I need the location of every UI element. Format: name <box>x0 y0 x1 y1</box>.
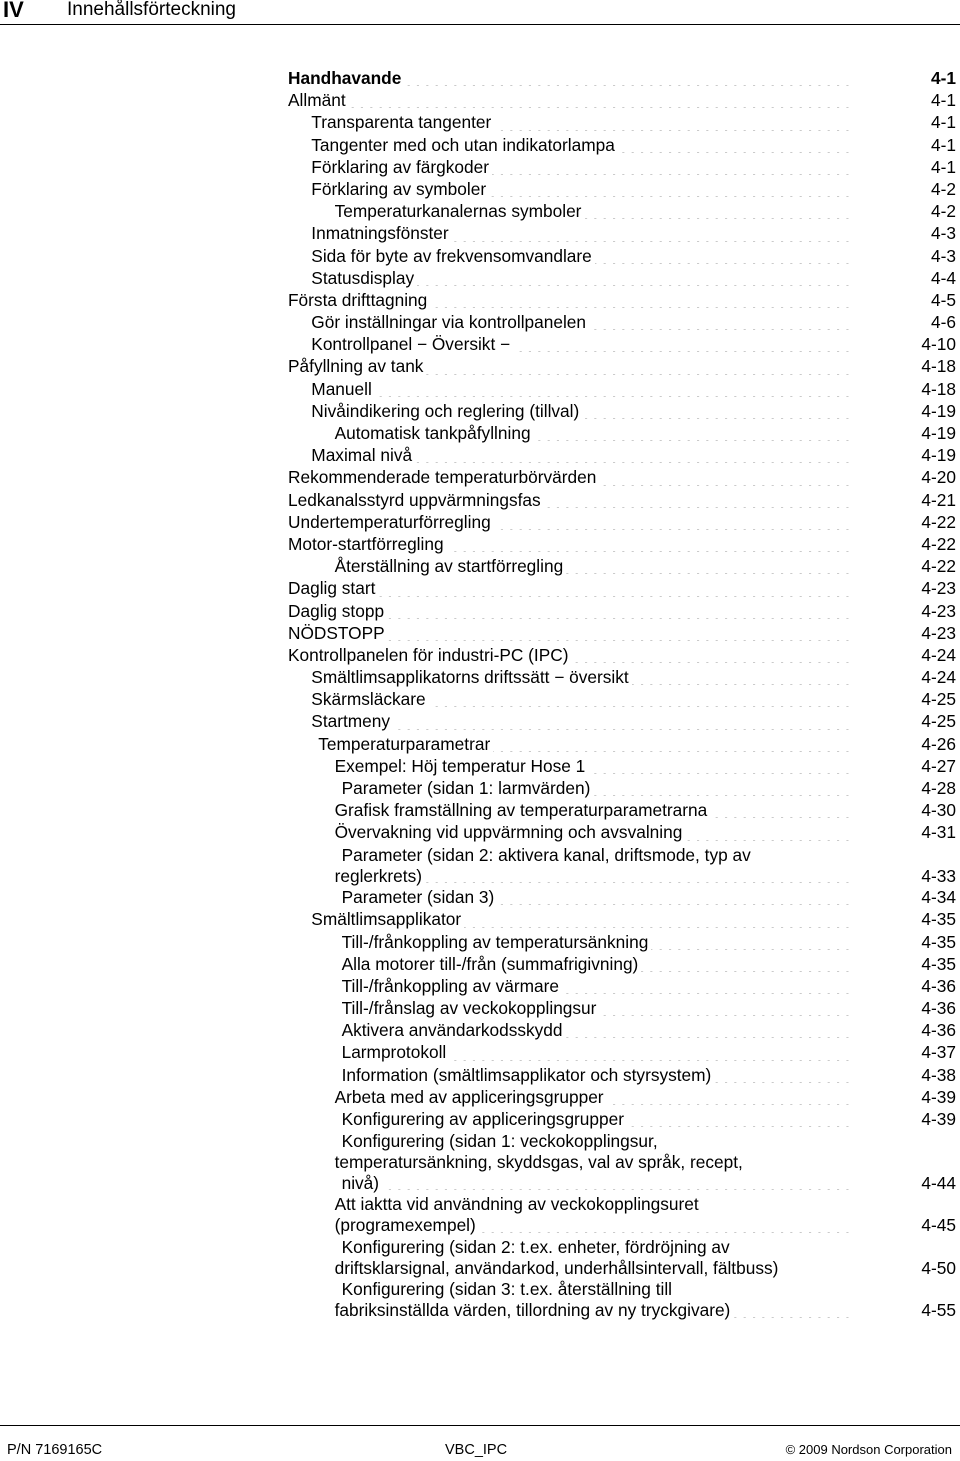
toc-entry-title: Arbeta med av appliceringsgrupper <box>335 1087 607 1108</box>
toc-entry <box>0 845 960 888</box>
toc-entry <box>0 1237 960 1280</box>
toc-entry <box>0 822 960 844</box>
toc-entry-title: Första drifttagning <box>288 290 430 311</box>
toc-entry <box>0 290 960 312</box>
toc-entry-page: 4-55 <box>921 1300 956 1321</box>
toc-entry-page: 4-36 <box>921 1020 956 1041</box>
toc-entry-page: 4-44 <box>921 1173 956 1194</box>
toc-entry-title: Larmprotokoll <box>342 1042 450 1063</box>
toc-entry <box>0 932 960 954</box>
toc-entry-page: 4-19 <box>921 423 956 443</box>
toc-entry-title: Daglig stopp <box>288 601 387 622</box>
toc-entry-title: Manuell <box>311 379 375 400</box>
toc-entry-page: 4-2 <box>931 178 956 199</box>
toc-entry-title-line: Att iaktta vid användning av veckokopplingsuret <box>334 1194 699 1215</box>
header-rule <box>0 24 960 25</box>
toc-entry-page: 4-18 <box>921 378 956 399</box>
toc-entry-page: 4-35 <box>921 931 956 952</box>
toc-entry-title: Sida för byte av frekvensomvandlare <box>311 246 594 267</box>
toc-entry-page: 4-45 <box>921 1215 956 1236</box>
toc-entry <box>0 689 960 711</box>
toc-entry-page: 4-24 <box>921 644 956 665</box>
toc-entry-title-line: Parameter (sidan 2: aktivera kanal, driftsmode, typ av <box>341 844 751 865</box>
toc-entry-title-line: Konfigurering (sidan 1: veckokopplingsur, <box>341 1131 658 1152</box>
toc-entry <box>0 778 960 800</box>
toc-entry-page: 4-19 <box>921 445 956 466</box>
toc-entry-page: 4-23 <box>921 600 956 621</box>
toc-entry-page: 4-1 <box>931 90 956 111</box>
toc-entry-title: Undertemperaturförregling <box>288 512 494 533</box>
toc-entry <box>0 379 960 401</box>
toc-entry-page: 4-31 <box>921 822 956 843</box>
toc-entry <box>0 578 960 600</box>
toc-entry-page: 4-18 <box>921 356 956 377</box>
toc-entry <box>0 1109 960 1131</box>
toc-entry <box>0 356 960 378</box>
toc-entry-title: Tangenter med och utan indikatorlampa <box>311 135 618 156</box>
table-of-contents <box>0 68 960 1322</box>
toc-entry-title: Aktivera användarkodsskydd <box>342 1020 566 1041</box>
footer-product: VBC_IPC <box>445 1442 508 1458</box>
toc-entry <box>0 135 960 157</box>
toc-entry <box>0 467 960 489</box>
toc-entry-title: Transparenta tangenter <box>311 112 494 133</box>
toc-entry-page: 4-28 <box>921 778 956 798</box>
toc-entry-title: Till-/frånkoppling av värmare <box>342 976 562 997</box>
toc-entry-page: 4-19 <box>921 400 956 421</box>
toc-entry-title: Exempel: Höj temperatur Hose 1 <box>335 756 589 777</box>
toc-entry <box>0 667 960 689</box>
toc-entry <box>0 179 960 201</box>
toc-entry-title: (programexempel) <box>335 1215 479 1236</box>
toc-entry <box>0 223 960 245</box>
toc-entry-page: 4-37 <box>921 1042 956 1063</box>
toc-entry-title: Startmeny <box>311 711 393 732</box>
toc-entry-title: Förklaring av färgkoder <box>311 157 492 178</box>
toc-entry <box>0 423 960 445</box>
toc-entry <box>0 1131 960 1194</box>
toc-entry-page: 4-25 <box>921 711 956 732</box>
toc-entry <box>0 909 960 931</box>
toc-entry-page: 4-25 <box>921 689 956 710</box>
toc-entry <box>0 157 960 179</box>
toc-entry-page: 4-26 <box>921 733 956 754</box>
toc-entry <box>0 998 960 1020</box>
toc-entry <box>0 90 960 112</box>
toc-entry-title: fabriksinställda värden, tillordning av ny tryckgivare) <box>335 1300 734 1321</box>
toc-entry-title: Till-/frånslag av veckokopplingsur <box>342 998 600 1019</box>
toc-entry-page: 4-36 <box>921 998 956 1019</box>
toc-entry-title: Skärmsläckare <box>311 689 428 710</box>
toc-entry <box>0 734 960 756</box>
toc-entry <box>0 556 960 578</box>
page-header <box>0 0 960 24</box>
toc-entry <box>0 68 960 90</box>
toc-entry <box>0 1279 960 1322</box>
toc-entry-title: Motor-startförregling <box>288 534 447 555</box>
toc-entry-title: reglerkrets) <box>335 866 425 887</box>
toc-entry-page: 4-50 <box>921 1257 956 1278</box>
toc-entry-page: 4-1 <box>931 156 956 177</box>
toc-entry <box>0 1020 960 1042</box>
toc-entry-title: Kontrollpanelen för industri-PC (IPC) <box>288 645 571 666</box>
toc-entry-title: Ledkanalsstyrd uppvärmningsfas <box>288 490 544 511</box>
dot-leader <box>288 102 850 108</box>
toc-entry-title: Parameter (sidan 1: larmvärden) <box>342 778 594 799</box>
page-title: Innehållsförteckning <box>67 0 236 20</box>
toc-entry-title: NÖDSTOPP <box>288 623 388 644</box>
toc-entry <box>0 645 960 667</box>
toc-entry-page: 4-3 <box>931 223 956 244</box>
toc-entry <box>0 623 960 645</box>
toc-entry <box>0 1087 960 1109</box>
toc-entry-title: driftsklarsignal, användarkod, underhållsintervall, fältbuss) <box>335 1258 782 1279</box>
dot-leader <box>311 391 850 397</box>
toc-entry-page: 4-1 <box>931 68 956 88</box>
toc-entry-title: Konfigurering av appliceringsgrupper <box>342 1109 627 1130</box>
toc-entry <box>0 246 960 268</box>
toc-entry <box>0 312 960 334</box>
toc-entry-page: 4-1 <box>931 112 956 133</box>
toc-entry-title: Till-/frånkoppling av temperatursänkning <box>342 932 652 953</box>
toc-entry-title: Allmänt <box>288 90 349 111</box>
section-number: IV <box>3 0 24 22</box>
toc-entry-page: 4-39 <box>921 1109 956 1130</box>
toc-entry <box>0 1065 960 1087</box>
toc-entry-page: 4-39 <box>921 1086 956 1107</box>
toc-entry-title: Temperaturkanalernas symboler <box>335 201 585 222</box>
toc-entry-title-line: Konfigurering (sidan 2: t.ex. enheter, fördröjning av <box>341 1236 730 1257</box>
toc-entry <box>0 201 960 223</box>
toc-entry-page: 4-2 <box>931 201 956 222</box>
toc-entry <box>0 490 960 512</box>
toc-entry-title: Smältlimsapplikatorns driftssätt − översikt <box>311 667 631 688</box>
toc-entry-page: 4-24 <box>921 667 956 688</box>
toc-entry-title: Inmatningsfönster <box>311 223 451 244</box>
toc-entry-title: Maximal nivå <box>311 445 415 466</box>
toc-entry-page: 4-35 <box>921 953 956 974</box>
toc-entry-page: 4-21 <box>921 489 956 510</box>
toc-entry-page: 4-38 <box>921 1064 956 1085</box>
toc-entry-title: Alla motorer till-/från (summafrigivning) <box>342 954 642 975</box>
toc-entry <box>0 711 960 733</box>
toc-entry <box>0 1042 960 1064</box>
toc-entry-page: 4-36 <box>921 975 956 996</box>
toc-entry-title: Handhavande <box>288 68 404 89</box>
toc-entry-title-line: temperatursänkning, skyddsgas, val av språk, recept, <box>334 1152 743 1173</box>
toc-entry-title: Gör inställningar via kontrollpanelen <box>311 312 589 333</box>
toc-entry <box>0 887 960 909</box>
toc-entry-page: 4-20 <box>921 467 956 488</box>
toc-entry-title: Information (smältlimsapplikator och styrsystem) <box>342 1065 715 1086</box>
toc-entry <box>0 512 960 534</box>
dot-leader <box>342 1184 850 1190</box>
toc-entry-title: Kontrollpanel − Översikt − <box>311 334 513 355</box>
toc-entry-title: Nivåindikering och reglering (tillval) <box>311 401 582 422</box>
footer-copyright: © 2009 Nordson Corporation <box>785 1442 952 1457</box>
footer-part-number: P/N 7169165C <box>7 1442 103 1458</box>
toc-entry-page: 4-22 <box>921 533 956 554</box>
toc-entry <box>0 756 960 778</box>
toc-entry-title: Temperaturparametrar <box>318 734 493 755</box>
toc-entry-title: Förklaring av symboler <box>311 179 489 200</box>
footer-rule <box>0 1425 960 1426</box>
toc-entry-title: Grafisk framställning av temperaturparametrarna <box>335 800 711 821</box>
toc-entry-page: 4-1 <box>931 134 956 155</box>
toc-entry-page: 4-23 <box>921 578 956 599</box>
toc-entry <box>0 401 960 423</box>
toc-entry-page: 4-33 <box>921 865 956 886</box>
toc-entry-title: Parameter (sidan 3) <box>342 887 498 908</box>
toc-entry <box>0 445 960 467</box>
toc-entry <box>0 534 960 556</box>
toc-entry-title-line: Konfigurering (sidan 3: t.ex. återställning till <box>341 1279 673 1300</box>
toc-entry-title: Övervakning vid uppvärmning och avsvalning <box>335 822 686 843</box>
toc-entry-page: 4-4 <box>931 267 956 288</box>
toc-entry <box>0 800 960 822</box>
toc-entry-page: 4-3 <box>931 245 956 266</box>
toc-entry-page: 4-22 <box>921 556 956 577</box>
toc-entry-title: nivå) <box>342 1173 382 1194</box>
toc-entry-page: 4-23 <box>921 622 956 643</box>
toc-entry-title: Daglig start <box>288 578 378 599</box>
toc-entry <box>0 601 960 623</box>
toc-entry-page: 4-27 <box>921 755 956 776</box>
toc-entry-page: 4-22 <box>921 511 956 532</box>
toc-entry <box>0 1194 960 1237</box>
toc-entry-title: Påfyllning av tank <box>288 356 426 377</box>
toc-entry <box>0 268 960 290</box>
toc-entry-page: 4-10 <box>921 334 956 355</box>
toc-entry-page: 4-6 <box>931 312 956 333</box>
toc-entry <box>0 112 960 134</box>
toc-entry <box>0 334 960 356</box>
toc-entry-title: Statusdisplay <box>311 268 417 289</box>
toc-entry-page: 4-35 <box>921 909 956 930</box>
toc-entry-title: Rekommenderade temperaturbörvärden <box>288 467 599 488</box>
toc-entry-title: Återställning av startförregling <box>335 556 567 577</box>
toc-entry-page: 4-5 <box>931 289 956 310</box>
toc-entry-page: 4-30 <box>921 800 956 821</box>
toc-entry <box>0 954 960 976</box>
toc-entry <box>0 976 960 998</box>
toc-entry-title: Smältlimsapplikator <box>311 909 464 930</box>
toc-entry-page: 4-34 <box>921 887 956 908</box>
toc-entry-title: Automatisk tankpåfyllning <box>335 423 534 444</box>
